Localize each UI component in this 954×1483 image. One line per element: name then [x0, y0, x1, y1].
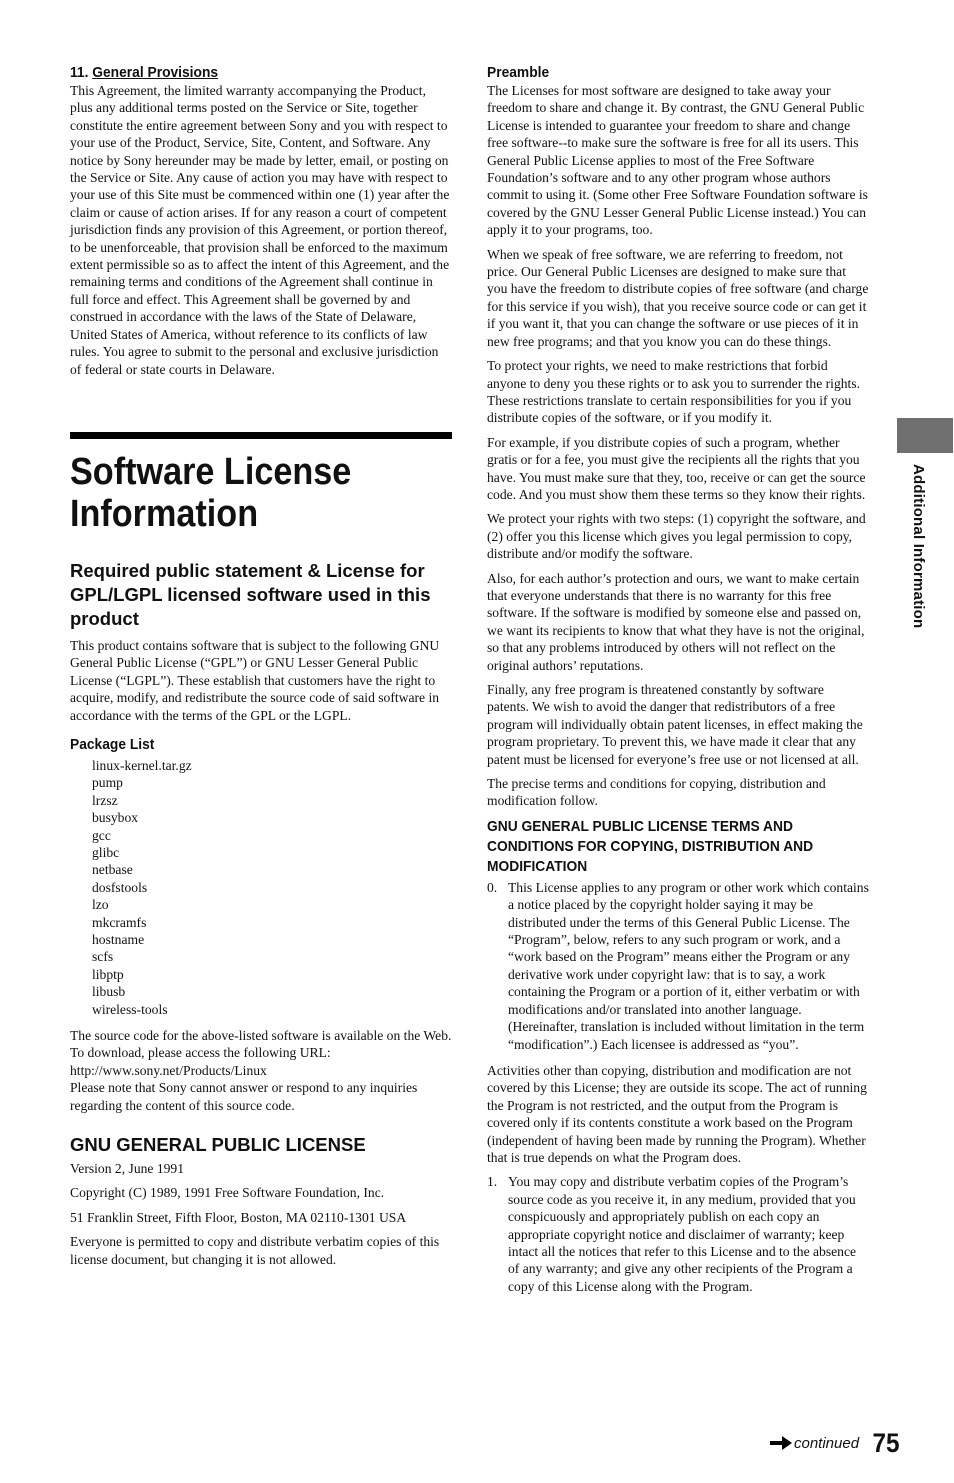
required-statement-heading: Required public statement & License for GPL/LGPL licensed software used in this product	[70, 559, 431, 629]
page-number: 75	[872, 1427, 900, 1458]
section-title	[70, 451, 414, 535]
list-item: linux-kernel.tar.gz	[92, 757, 192, 773]
download-instruction: To download, please access the following URL:	[70, 1045, 331, 1061]
preamble-heading: Preamble	[487, 64, 550, 81]
list-item: libptp	[92, 966, 124, 982]
item-text: You may copy and distribute verbatim copies of the Program’s source code as you receive it, in any medium, provided that you conspicuously and appropriately publish on each copy an appropriate copyright notice and disclaimer of warranty; keep intact all the notices that refer to this License and to the absence of any warranty; and give any other recipients of the Program a copy of this License along with the Program.	[508, 1174, 857, 1294]
preamble-paragraph: To protect your rights, we need to make restrictions that forbid anyone to deny you these rights or to ask you to surrender the rights. These restrictions translate to certain responsibilities for you if you distribute copies of the software, or if you modify it.	[487, 358, 860, 426]
source-availability-text: The source code for the above-listed software is available on the Web.	[70, 1028, 452, 1044]
section-title-line2: Information	[70, 492, 259, 535]
general-provisions-text: This Agreement, the limited warranty accompanying the Product, plus any additional terms posted on the Service or Site, together constitute the entire agreement between Sony and you with respect to your use of the Product, Service, Site, Content, and Software. Any notice by Sony hereunder may be made by letter, email, or posting on the Service or Site. Any cause of action you may have with respect to your use of this Site must be commenced within one (1) year after the claim or cause of action arises. If for any reason a court of competent jurisdiction finds any provision of this Agreement, or portion thereof, to be unenforceable, that provision shall be enforced to the maximum extent permissible so as to affect the intent of this Agreement, and the remaining terms and conditions of the Agreement shall continue in full force and effect. This Agreement shall be governed by and construed in accordance with the laws of the State of Delaware, United States of America, without reference to its conflicts of law rules. You agree to submit to the personal and exclusive jurisdiction of federal or state courts in Delaware.	[70, 83, 450, 377]
preamble-paragraph: The Licenses for most software are designed to take away your freedom to share and change it. By contrast, the GNU General Public License is intended to guarantee your freedom to share and change free software--to make sure the software is free for all its users. This General Public License applies to most of the Free Software Foundation’s software and to any other program whose authors commit to using it. (Some other Free Software Foundation software is covered by the GNU Lesser General Public License instead.) You can apply it to your programs, too.	[487, 83, 868, 238]
section-divider	[70, 432, 452, 439]
preamble-paragraph: For example, if you distribute copies of such a program, whether gratis or for a fee, you must give the recipients all the rights that you have. You must make sure that they, too, receive or can get the source code. And you must show them these terms so they know their rights.	[487, 434, 866, 502]
list-item: lrzsz	[92, 792, 118, 808]
copyright-text: Copyright (C) 1989, 1991 Free Software Foundation, Inc.	[70, 1185, 385, 1201]
side-tab-label: Additional Information	[910, 464, 927, 629]
inquiries-note: Please note that Sony cannot answer or respond to any inquiries regarding the content of this source code.	[70, 1080, 418, 1113]
general-provisions-heading	[70, 64, 421, 82]
verbatim-permission-text: Everyone is permitted to copy and distribute verbatim copies of this license document, but changing it is not allowed.	[70, 1234, 440, 1267]
list-item: gcc	[92, 827, 111, 843]
item-number: 1.	[487, 1174, 498, 1190]
preamble-paragraph: When we speak of free software, we are referring to freedom, not price. Our General Public Licenses are designed to make sure that you have the freedom to distribute copies of free software (and charge for this service if you wish), that you receive source code or can get it if you want it, that you can change the software or use pieces of it in new free programs; and that you know you can do these things.	[487, 246, 869, 349]
provisions-title: General Provisions	[92, 64, 219, 81]
list-item: hostname	[92, 932, 145, 947]
list-item: pump	[92, 775, 123, 791]
terms-heading: GNU GENERAL PUBLIC LICENSE TERMS AND CONDITIONS FOR COPYING, DISTRIBUTION AND MODIFICATION	[487, 817, 814, 875]
list-item: mkcramfs	[92, 914, 147, 930]
list-item: dosfstools	[92, 879, 148, 895]
list-item: scfs	[92, 949, 114, 965]
terms-item-0	[487, 879, 869, 1053]
preamble-paragraph: We protect your rights with two steps: (1) copyright the software, and (2) offer you this license which gives you legal permission to copy, distribute and/or modify the software.	[487, 511, 866, 562]
activities-paragraph: Activities other than copying, distribution and modification are not covered by this License; they are outside its scope. The act of running the Program is not restricted, and the output from the Program is covered only if its contents constitute a work based on the Program (independent of having been made by running the Program). Whether that is true depends on what the Program does.	[487, 1062, 867, 1165]
side-tab-marker	[897, 418, 953, 453]
list-item: busybox	[92, 810, 139, 826]
address-text: 51 Franklin Street, Fifth Floor, Boston, MA 02110-1301 USA	[70, 1209, 407, 1225]
list-item: lzo	[92, 897, 109, 913]
list-item: libusb	[92, 984, 126, 1000]
preamble-paragraph: Finally, any free program is threatened constantly by software patents. We wish to avoid the danger that redistributors of a free program will individually obtain patent licenses, in effect making the program proprietary. To prevent this, we have made it clear that any patent must be licensed for everyone’s free use or not licensed at all.	[487, 682, 863, 767]
list-item: netbase	[92, 862, 133, 878]
continued-label: continued	[794, 1434, 860, 1452]
arrow-right-icon	[770, 1436, 792, 1450]
page-footer	[770, 1425, 920, 1461]
preamble-paragraph: The precise terms and conditions for copying, distribution and modification follow.	[487, 776, 826, 809]
section-title-line1: Software License	[70, 450, 352, 493]
required-statement-text: This product contains software that is subject to the following GNU General Public License (“GPL”) or GNU Lesser General Public License (“LGPL”). These establish that customers have the right to acquire, modify, and redistribute the source code of said software in accordance with the terms of the GPL or the LGPL.	[70, 637, 440, 723]
gnu-gpl-heading: GNU GENERAL PUBLIC LICENSE	[70, 1134, 366, 1156]
package-list	[92, 757, 452, 1018]
item-number: 0.	[487, 879, 498, 895]
preamble-paragraph: Also, for each author’s protection and ours, we want to make certain that everyone understands that there is no warranty for this free software. If the software is modified by someone else and passed on, we want its recipients to know that what they have is not the original, so that any problems introduced by others will not reflect on the original authors’ reputations.	[487, 570, 865, 673]
list-item: glibc	[92, 844, 120, 860]
right-column	[487, 64, 869, 1304]
version-text: Version 2, June 1991	[70, 1161, 185, 1177]
item-text: This License applies to any program or other work which contains a notice placed by the copyright holder saying it may be distributed under the terms of this General Public License. The “Program”, below, refers to any such program or work, and a “work based on the Program” means either the Program or any derivative work under copyright law: that is to say, a work containing the Program or a portion of it, either verbatim or with modifications and/or translated into another language. (Hereinafter, translation is included without limitation in the term “modification”.) Each licensee is addressed as “you”.	[508, 879, 869, 1052]
left-column	[70, 64, 452, 1275]
source-url-link[interactable]: http://www.sony.net/Products/Linux	[70, 1062, 267, 1078]
provisions-number: 11.	[70, 64, 89, 81]
terms-item-1	[487, 1173, 869, 1295]
list-item: wireless-tools	[92, 1001, 168, 1017]
package-list-heading: Package List	[70, 735, 155, 753]
